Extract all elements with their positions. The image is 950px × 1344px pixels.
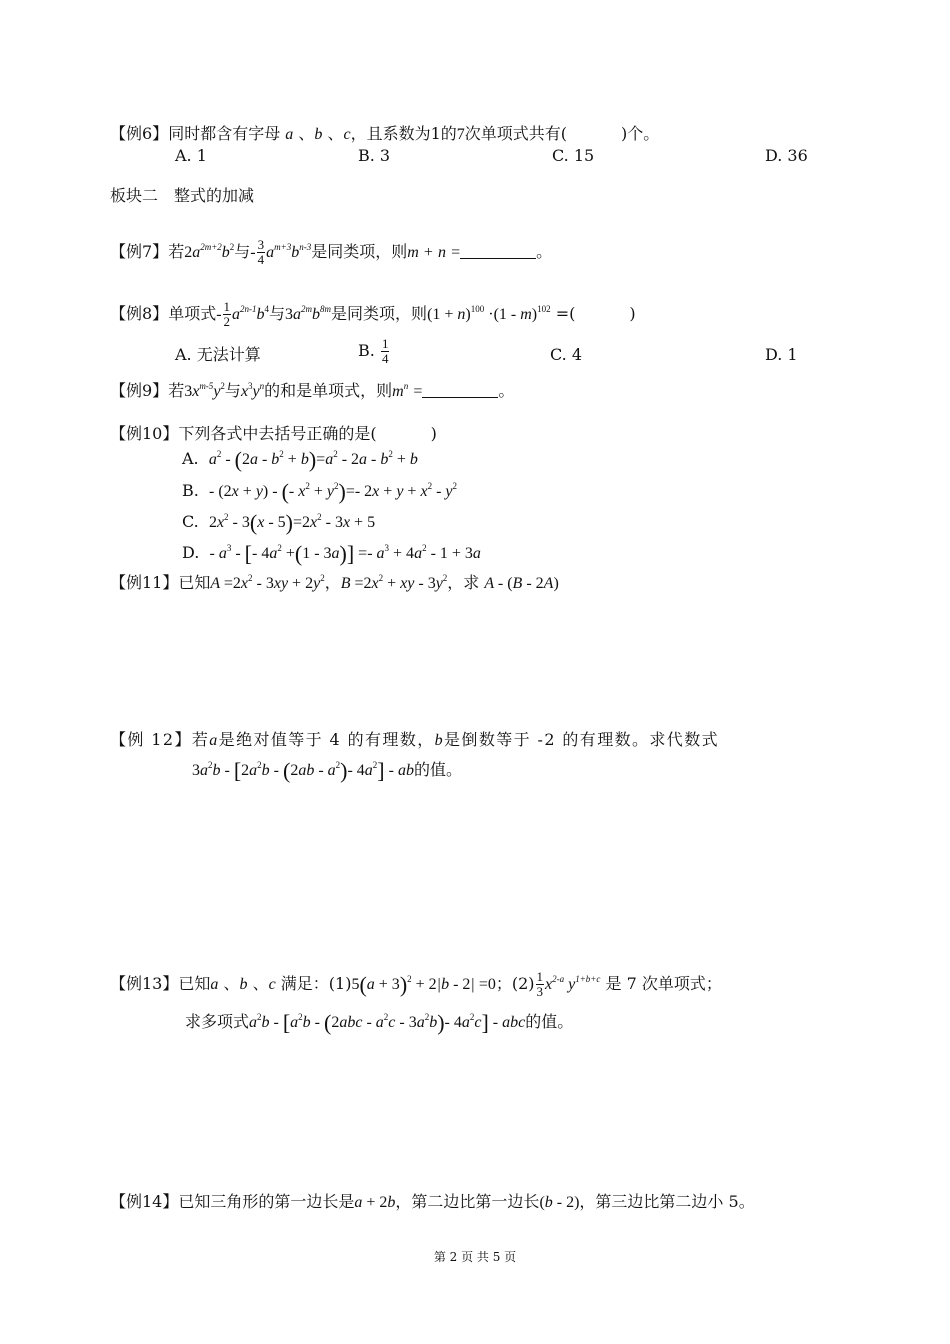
ex10-option-d: D. - $a^3$ - [- $4a^2 +(1 - 3a)] =- a^3 + 4a^2 - 1 + 3a$ (182, 541, 481, 566)
ex7-answer-blank (460, 244, 536, 259)
ex8-label: 【例8】 (110, 304, 169, 323)
ex9-label: 【例9】 (110, 381, 169, 400)
ex14-line: 【例14】已知三角形的第一边长是a + 2b，第二边比第一边长(b - 2)，第三边比第二边小 5。 (110, 1192, 755, 1211)
ex10-option-c: C. $2x^2 - 3(x - 5)=2x^2 - 3x + 5$ (182, 510, 376, 535)
ex11-label: 【例11】 (110, 573, 179, 592)
ex7-label: 【例7】 (110, 242, 169, 261)
ex8-option-c: C. 4 (550, 345, 583, 364)
ex10-line: 【例10】下列各式中去括号正确的是( ) (110, 424, 437, 443)
ex6-label: 【例6】 (110, 124, 169, 143)
ex9-answer-blank (422, 383, 498, 398)
ex10-label: 【例10】 (110, 424, 179, 443)
ex9-line: 【例9】若$3x^{m-5}y^2$与$x^3y^n$的和是单项式，则$m^n$ = 。 (110, 381, 515, 400)
ex12-label: 【例 12】 (110, 730, 192, 749)
ex13-label: 【例13】 (110, 974, 179, 993)
ex10-option-a: A. $a^2 - (2a - b^2 + b)=a^2 - 2a - b^2 + b$ (182, 447, 418, 472)
ex6-option-a: A. 1 (175, 146, 207, 165)
ex13-polynomial-line: 求多项式$a^2b - [a^2b - (2abc - a^2c - 3a^2b)-$ $4a^2c$] - abc的值。 (185, 1010, 574, 1035)
ex6-option-d: D. 36 (765, 146, 808, 165)
ex6-option-b: B. 3 (358, 146, 391, 165)
ex11-line: 【例11】已知$A =2x^2 - 3xy + 2y^2$，$B =2x^2$ + xy - $3y^2$，求 A - (B - 2A) (110, 573, 559, 592)
page-footer: 第 2 页 共 5 页 (433, 1250, 517, 1264)
ex14-label: 【例14】 (110, 1192, 179, 1211)
ex10-option-b: B. - (2x + y) - (- $x^2 + y^2)=-$ $2x + y + x^2 - y^2$ (182, 479, 457, 504)
ex8-line: 【例8】单项式- $\frac{1}{2}$ $a^{2n-1}b^4$与$3a^{2m}b^{8m}$是同类项，则$(1 + n)^{100} \cdot(1 - m)^{102}$ =( ) (110, 299, 636, 329)
ex8-option-b: B. $\frac{1}{4}$ (358, 336, 389, 366)
ex8-option-a: A. 无法计算 (175, 345, 261, 364)
ex7-line: 【例7】若$2a^{2m+2}b^2$与- $\frac{3}{4}$ $a^{m+3}b^{n-3}$是同类项，则m + n = 。 (110, 237, 553, 267)
ex8-option-d: D. 1 (765, 345, 798, 364)
ex6-option-c: C. 15 (552, 146, 595, 165)
ex12-expression-line: $3a^2b - [2a^2b - (2ab - a^2)-$ $4a^2$] - ab的值。 (192, 758, 462, 783)
ex12-line: 【例 12】若a是绝对值等于 4 的有理数，b是倒数等于 -2 的有理数。求代数式 (110, 730, 719, 749)
ex13-line: 【例13】已知a 、b 、c 满足：$(1)5(a + 3)^2 + 2|b - 2| =0$；(2) $\frac{1}{3}$ $x^{2-a}$ $y^{1+b+c}$ 是 7 次单项式； (110, 969, 722, 999)
ex6-line: 【例6】同时都含有字母 a 、b 、c，且系数为1的7次单项式共有( )个。 (110, 124, 660, 143)
section-title: 板块二 整式的加减 (110, 186, 255, 205)
